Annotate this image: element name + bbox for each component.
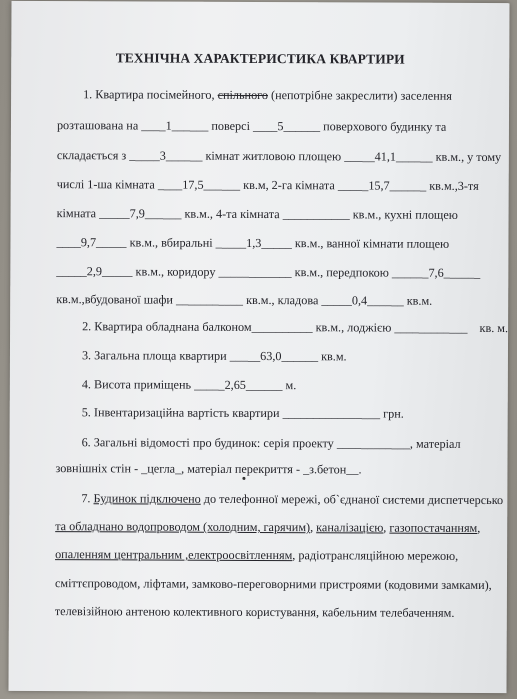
floors-total-field: ____5______ — [252, 118, 321, 134]
text: кв.м., коридору — [132, 264, 219, 279]
s1-line-3 — [57, 148, 501, 165]
s3-line — [82, 348, 347, 364]
text: кв. м. — [479, 320, 509, 336]
text: 6. Загальні відомості про будинок: серія проекту — [81, 435, 337, 451]
room1-field: ____17,5______ — [157, 177, 241, 192]
loggia-field: ____________ — [394, 320, 468, 335]
room2-field: _____15,7______ — [337, 178, 427, 193]
text: 2. Квартира обладнана балконом — [82, 319, 252, 334]
text: кв.м., передпокою — [291, 265, 392, 280]
underlined-text: каналізацією — [316, 520, 384, 535]
text: до телефонної мережі, об`єднаної системи диспетчерсько — [200, 491, 504, 508]
underlined-text: газопостачанням — [389, 520, 478, 535]
text: кімнат житловою площею — [202, 148, 345, 164]
text: поверсі — [208, 118, 254, 133]
floor-field: ____1______ — [141, 118, 209, 133]
room4-field: ___________ — [282, 207, 350, 222]
text: кв.м., ванної кімнати площею — [291, 236, 450, 251]
ink-dot — [242, 477, 245, 480]
s6-line-1 — [82, 435, 461, 452]
text: кв.м., вбиральні — [126, 235, 216, 250]
wardrobe-field: ___________ — [175, 292, 244, 307]
text: кв.м., у тому — [432, 149, 502, 165]
toilet-field: _____1,3_____ — [215, 235, 292, 251]
s1-line-2 — [57, 118, 446, 135]
underlined-text: Будинок підключено — [93, 491, 201, 506]
text: кв.м. — [403, 293, 433, 308]
text: , радіотрансляційною мережою, — [292, 548, 459, 563]
s7-line-5: телевізійною антеною колективного користування, кабельним телебаченням. — [54, 604, 455, 620]
text: кв.м., 4-та кімната — [181, 206, 283, 222]
text: кв.м., кухні площею — [349, 207, 458, 222]
s1-line-7 — [56, 264, 480, 281]
struck-word: спільного — [217, 87, 269, 103]
s1-line-4 — [57, 177, 479, 194]
s1-line-1 — [83, 87, 452, 104]
text: кв.м., лоджією — [312, 320, 395, 335]
text: , — [383, 520, 390, 535]
text: , — [310, 520, 317, 535]
s7-line-1 — [81, 491, 503, 508]
s5-line — [82, 405, 404, 421]
kitchen-field: ____9,7_____ — [56, 235, 127, 250]
series-field: ____________ — [336, 436, 410, 451]
text: поверхового будинку та — [320, 119, 447, 134]
text: 3. Загальна площа квартири — [81, 348, 230, 363]
text: кв.м. — [318, 349, 347, 364]
rooms-field: _____3______ — [129, 148, 203, 163]
text: 5. Інвентаризаційна вартість квартири — [81, 405, 283, 421]
text: , матеріал — [409, 436, 461, 451]
text: м. — [282, 378, 297, 393]
s4-line — [82, 377, 297, 393]
text: числі 1-ша кімната — [56, 177, 158, 192]
s1-line-5 — [57, 206, 458, 223]
s1-line-8 — [56, 292, 432, 309]
text: кв.м.,3-тя — [426, 178, 479, 193]
height-field: _____2,65______ — [194, 377, 283, 393]
hallway-field: ______7,6______ — [391, 265, 481, 280]
text: 1. Квартира посімейного, — [83, 87, 218, 102]
text: грн. — [380, 406, 404, 421]
text: кв.м., кладова — [243, 292, 322, 308]
document-page — [8, 1, 509, 693]
storage-field: _____0,4______ — [321, 293, 404, 308]
bath-field: _____2,9_____ — [56, 264, 133, 279]
s7-line-3 — [55, 547, 458, 564]
page-title: ТЕХНІЧНА ХАРАКТЕРИСТИКА КВАРТИРИ — [115, 50, 405, 67]
text: (непотрібне закреслити) заселення — [267, 88, 452, 103]
text: 7. — [81, 491, 94, 506]
value-field: ________________ — [282, 406, 381, 421]
text: розташована на — [56, 118, 142, 133]
underlined-text: опаленням центральним ,електроосвітленням — [55, 547, 293, 563]
s2-line — [82, 319, 508, 336]
underlined-text: та обладнано водопроводом (холодним, гарячим) — [55, 519, 311, 535]
balcony-field: __________ — [251, 319, 313, 335]
s6-line-2: зовнішніх стін - _цегла_, матеріал перекриття - _з.бетон__. — [55, 461, 362, 477]
text: кв.м, 2-га кімната — [240, 177, 338, 193]
text: кімната — [56, 206, 100, 221]
s1-line-6 — [56, 235, 449, 252]
text: , — [477, 520, 481, 535]
s7-line-4: сміттєпроводом, ліфтами, замково-переговорними пристроями (кодовими замками), — [54, 576, 492, 593]
total-area-field: _____63,0______ — [229, 348, 319, 364]
text: кв.м.,вбудованої шафи — [56, 292, 177, 307]
text: складається з — [56, 148, 130, 163]
text: 4. Висота приміщень — [81, 377, 195, 392]
corridor-field: ____________ — [218, 264, 292, 280]
s7-line-2 — [55, 519, 480, 536]
room3-field: _____7,9______ — [99, 206, 182, 221]
living-area-field: _____41,1______ — [344, 149, 433, 164]
